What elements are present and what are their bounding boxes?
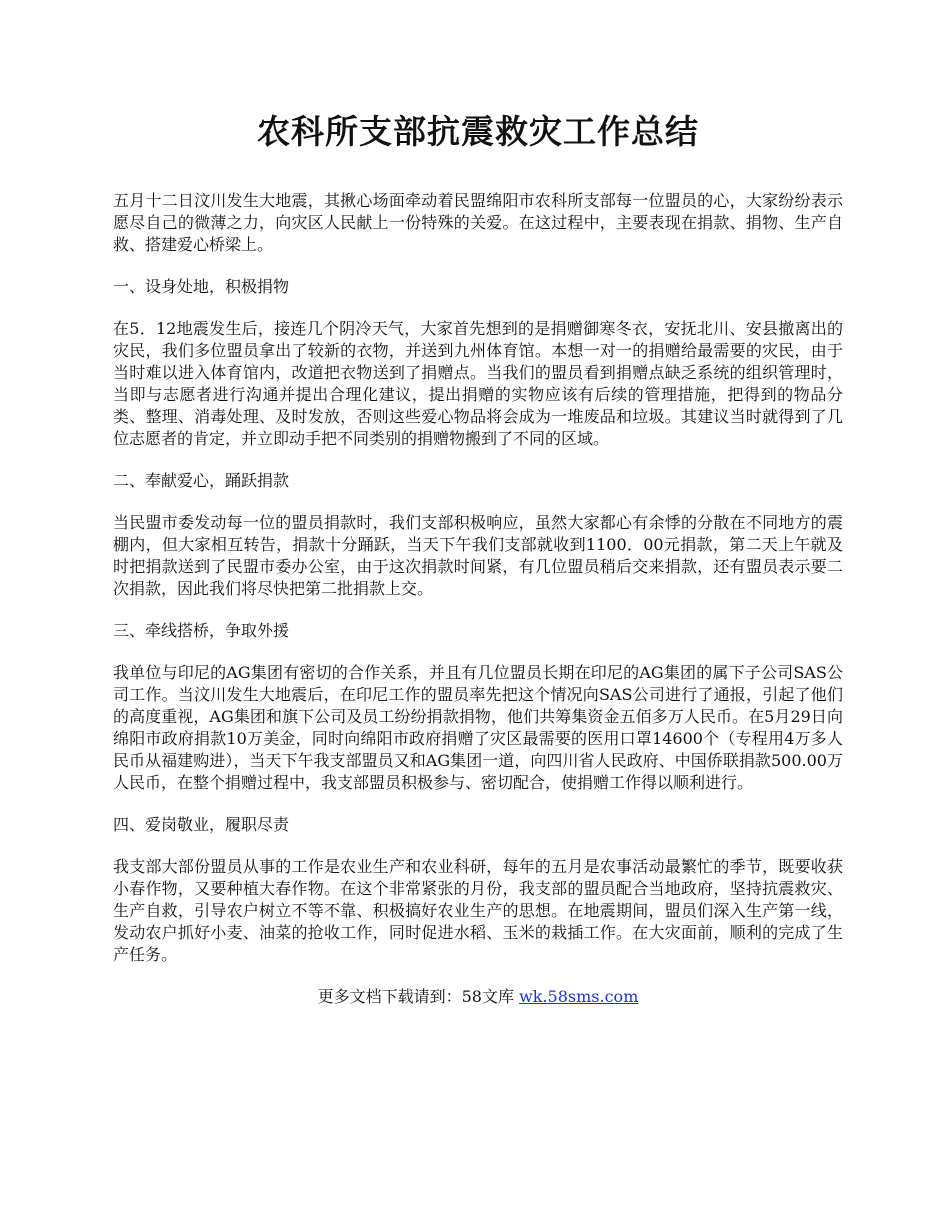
intro-paragraph: 五月十二日汶川发生大地震，其揪心场面牵动着民盟绵阳市农科所支部每一位盟员的心，大家纷纷表示愿尽自己的微薄之力，向灾区人民献上一份特殊的关爱。在这过程中，主要表现在捐款、捐物、生产自救、搭建爱心桥梁上。	[113, 190, 843, 254]
section-3-heading: 三、牵线搭桥，争取外援	[113, 620, 290, 640]
document-title: 农科所支部抗震救灾工作总结	[257, 112, 699, 151]
section-1-heading: 一、设身处地，积极捐物	[113, 276, 290, 296]
download-footer	[113, 986, 843, 1008]
section-4-body: 我支部大部份盟员从事的工作是农业生产和农业科研，每年的五月是农事活动最繁忙的季节，既要收获小春作物，又要种植大春作物。在这个非常紧张的月份，我支部的盟员配合当地政府，坚持抗震救灾、生产自救，引导农户树立不等不靠、积极搞好农业生产的思想。在地震期间，盟员们深入生产第一线，发动农户抓好小麦、油菜的抢收工作，同时促进水稻、玉米的栽插工作。在大灾面前，顺利的完成了生产任务。	[113, 856, 843, 964]
section-4-heading: 四、爱岗敬业，履职尽责	[113, 814, 290, 834]
section-2-body: 当民盟市委发动每一位的盟员捐款时，我们支部积极响应，虽然大家都心有余悸的分散在不同地方的震棚内，但大家相互转告，捐款十分踊跃，当天下午我们支部就收到1100．00元捐款，第二天上午就及时把捐款送到了民盟市委办公室，由于这次捐款时间紧，有几位盟员稍后交来捐款，还有盟员表示要二次捐款，因此我们将尽快把第二批捐款上交。	[113, 512, 843, 598]
footer-text: 更多文档下载请到：58文库	[317, 986, 520, 1006]
section-2-heading: 二、奉献爱心，踊跃捐款	[113, 470, 290, 490]
footer-link[interactable]: wk.58sms.com	[519, 986, 639, 1006]
section-3-body: 我单位与印尼的AG集团有密切的合作关系，并且有几位盟员长期在印尼的AG集团的属下子公司SAS公司工作。当汶川发生大地震后，在印尼工作的盟员率先把这个情况向SAS公司进行了通报，引起了他们的高度重视，AG集团和旗下公司及员工纷纷捐款捐物，他们共筹集资金五佰多万人民币。在5月29日向绵阳市政府捐款10万美金，同时向绵阳市政府捐赠了灾区最需要的医用口罩14600个（专程用4万多人民币从福建购进），当天下午我支部盟员又和AG集团一道，向四川省人民政府、中国侨联捐款500.00万人民币，在整个捐赠过程中，我支部盟员积极参与、密切配合，使捐赠工作得以顺利进行。	[113, 662, 843, 792]
section-1-body: 在5．12地震发生后，接连几个阴冷天气，大家首先想到的是捐赠御寒冬衣，安抚北川、安县撤离出的灾民，我们多位盟员拿出了较新的衣物，并送到九州体育馆。本想一对一的捐赠给最需要的灾民，由于当时难以进入体育馆内，改道把衣物送到了捐赠点。当我们的盟员看到捐赠点缺乏系统的组织管理时，当即与志愿者进行沟通并提出合理化建议，提出捐赠的实物应该有后续的管理措施，把得到的物品分类、整理、消毒处理、及时发放，否则这些爱心物品将会成为一堆废品和垃圾。其建议当时就得到了几位志愿者的肯定，并立即动手把不同类别的捐赠物搬到了不同的区域。	[113, 318, 843, 448]
document-page	[113, 112, 843, 1008]
